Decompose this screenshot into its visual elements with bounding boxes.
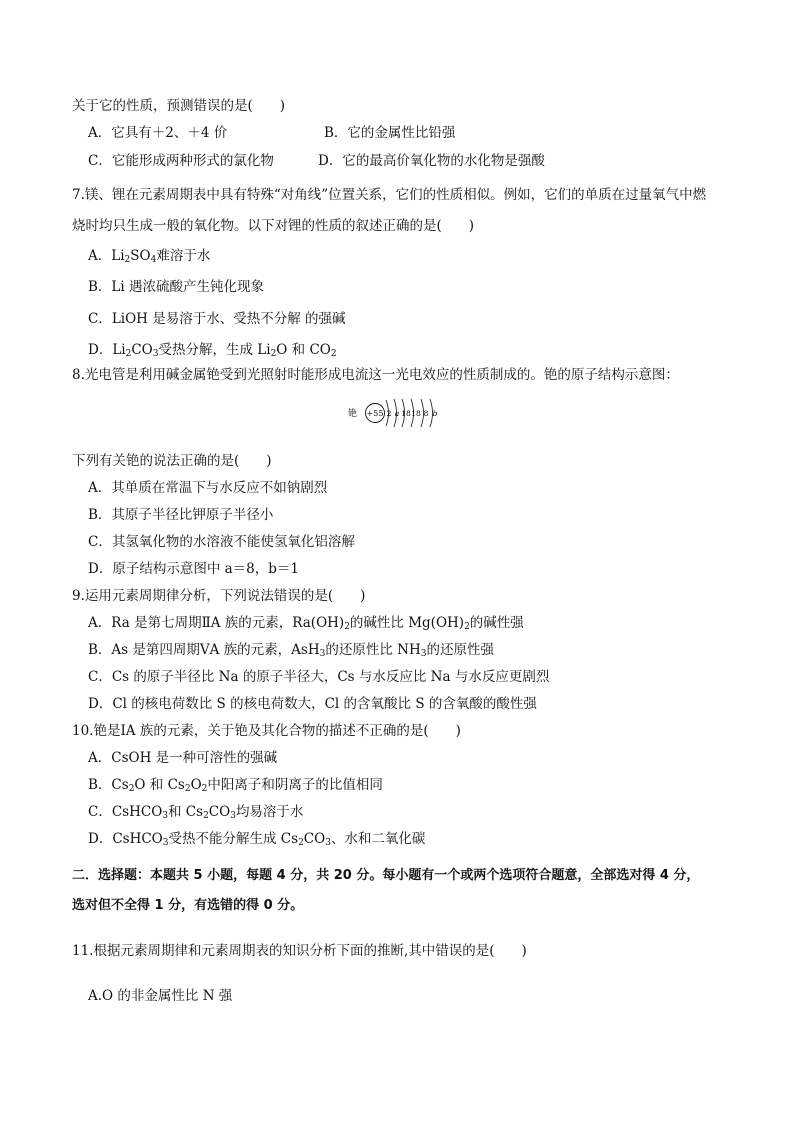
q7-option-d: D．$Li_2CO_3$受热分解，生成 $Li_2O$ 和 $CO_2$ xyxy=(88,342,337,359)
shell-electron-count: 18 xyxy=(401,409,411,418)
diagram-element-label: 铯 xyxy=(348,409,358,419)
q8-option-a: A．其单质在常温下与水反应不如钠剧烈 xyxy=(88,480,328,496)
q8-option-d: D．原子结构示意图中 a＝8，b＝1 xyxy=(88,561,299,577)
shell-electron-count: b xyxy=(432,409,438,418)
q8-stem: 8.光电管是利用碱金属铯受到光照射时能形成电流这一光电效应的性质制成的。铯的原子结构示意图： xyxy=(72,367,679,383)
q7-option-c: C．LiOH 是易溶于水、受热不分解 的强碱 xyxy=(88,311,346,327)
section2-heading-line2: 选对但不全得 1 分，有选错的得 0 分。 xyxy=(72,898,304,913)
q9-option-b: B．As 是第四周期ⅤA 族的元素，AsH$_3$的还原性比 $NH_3$的还原性强 xyxy=(88,642,494,659)
q10-stem: 10.铯是ⅠA 族的元素，关于铯及其化合物的描述不正确的是( ) xyxy=(72,723,461,739)
q7-option-a: A．$Li_2SO_4$难溶于水 xyxy=(88,248,211,265)
q6-stem-tail: 关于它的性质，预测错误的是( ) xyxy=(72,98,286,114)
q10-option-a: A．CsOH 是一种可溶性的强碱 xyxy=(88,750,278,766)
q8-option-b: B．其原子半径比钾原子半径小 xyxy=(88,507,274,523)
nucleus-charge: +55 xyxy=(366,409,384,418)
q10-option-c: C．CsHCO$_3$和 $Cs_2CO_3$均易溶于水 xyxy=(88,804,304,821)
q8-question: 下列有关铯的说法正确的是( ) xyxy=(72,453,272,469)
q10-option-d: D．CsHCO$_3$受热不能分解生成 $Cs_2CO_3$、水和二氧化碳 xyxy=(88,831,426,848)
shell-electron-count: 18 xyxy=(411,409,421,418)
shell-electron-count: a xyxy=(394,409,400,418)
q11-option-a: A.O 的非金属性比 N 强 xyxy=(88,988,233,1004)
cesium-atomic-structure-diagram xyxy=(346,394,446,438)
q7-stem-line2: 烧时均只生成一般的氧化物。以下对锂的性质的叙述正确的是( ) xyxy=(72,218,475,234)
q10-option-b: B．$Cs_2O$ 和 $Cs_2O_2$中阳离子和阴离子的比值相同 xyxy=(88,777,383,794)
q7-option-b: B．Li 遇浓硫酸产生钝化现象 xyxy=(88,279,264,295)
q6-option-d: D．它的最高价氧化物的水化物是强酸 xyxy=(318,153,545,169)
q9-option-d: D．Cl 的核电荷数比 S 的核电荷数大，Cl 的含氧酸比 S 的含氧酸的酸性强 xyxy=(88,696,537,712)
q9-stem: 9.运用元素周期律分析，下列说法错误的是( ) xyxy=(72,588,366,604)
shell-electron-count: 8 xyxy=(423,409,429,418)
q11-stem: 11.根据元素周期律和元素周期表的知识分析下面的推断,其中错误的是( ) xyxy=(72,943,527,959)
section2-heading-line1: 二．选择题：本题共 5 小题，每题 4 分，共 20 分。每小题有一个或两个选项符合题意，全部选对得 4 分， xyxy=(72,868,700,883)
q7-stem-line1: 7.镁、锂在元素周期表中具有特殊“对角线”位置关系，它们的性质相似。例如，它们的单质在过量氧气中燃 xyxy=(72,187,707,203)
q8-option-c: C．其氢氧化物的水溶液不能使氢氧化铝溶解 xyxy=(88,534,355,550)
q6-option-a: A．它具有＋2、＋4 价 xyxy=(88,125,228,141)
shell-electron-count: 2 xyxy=(386,409,392,418)
q9-option-c: C．Cs 的原子半径比 Na 的原子半径大，Cs 与水反应比 Na 与水反应更剧烈 xyxy=(88,669,550,685)
q6-option-c: C．它能形成两种形式的氯化物 xyxy=(88,153,274,169)
q6-option-b: B．它的金属性比铅强 xyxy=(324,125,456,141)
q9-option-a: A．Ra 是第七周期ⅡA 族的元素，$Ra(OH)_2$的碱性比 $Mg(OH)_2$的碱性强 xyxy=(88,615,524,632)
